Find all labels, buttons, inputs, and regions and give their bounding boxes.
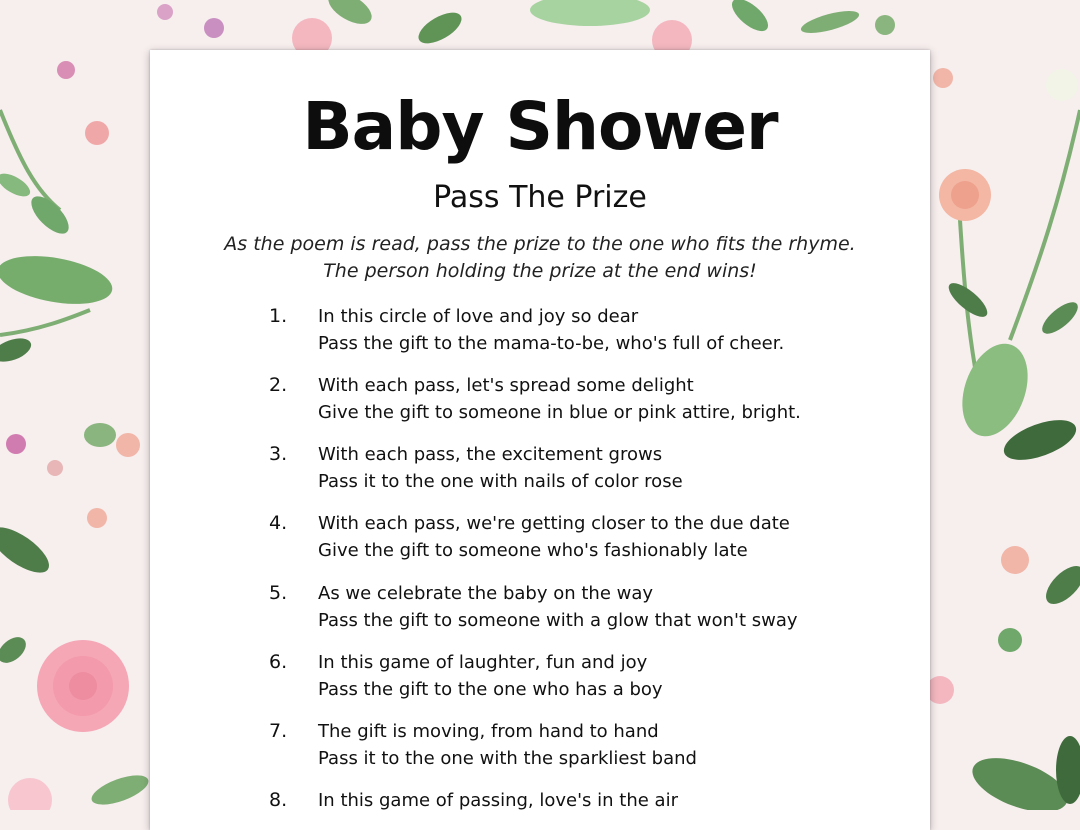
- item-number: 3.: [269, 443, 288, 465]
- item-line-2: Give the gift to someone who's fashionably late: [318, 540, 748, 561]
- item-number: 1.: [269, 305, 288, 327]
- instructions-line-1: As the poem is read, pass the prize to the one who fits the rhyme.: [224, 233, 856, 255]
- page-subtitle: Pass The Prize: [433, 180, 647, 215]
- instructions: [150, 231, 930, 285]
- item-line-1: In this game of passing, love's in the air: [318, 790, 678, 811]
- item-number: 2.: [269, 374, 288, 396]
- item-number: 8.: [269, 789, 288, 811]
- item-number: 5.: [269, 582, 288, 604]
- item-line-1: In this game of laughter, fun and joy: [318, 652, 648, 673]
- item-number: 7.: [269, 720, 288, 742]
- item-line-1: With each pass, let's spread some delight: [318, 375, 694, 396]
- item-line-2: Pass it to the one with nails of color rose: [318, 471, 683, 492]
- page-title: Baby Shower: [302, 88, 778, 165]
- item-line-1: With each pass, we're getting closer to the due date: [318, 513, 790, 534]
- item-line-2: Pass the gift to someone with a glow that won't sway: [318, 610, 798, 631]
- item-number: 4.: [269, 512, 288, 534]
- item-line-2: Give the gift to someone in blue or pink attire, bright.: [318, 402, 801, 423]
- item-line-1: In this circle of love and joy so dear: [318, 306, 639, 327]
- item-line-1: With each pass, the excitement grows: [318, 444, 663, 465]
- item-line-2: Pass the gift to the one who has a boy: [318, 679, 663, 700]
- item-number: 6.: [269, 651, 288, 673]
- item-line-2: Pass it to the one with the sparkliest band: [318, 748, 697, 769]
- item-line-1: As we celebrate the baby on the way: [318, 583, 654, 604]
- item-line-2: Pass the gift to the mama-to-be, who's full of cheer.: [318, 333, 785, 354]
- game-sheet: [150, 50, 930, 830]
- item-line-1: The gift is moving, from hand to hand: [318, 721, 659, 742]
- instructions-line-2: The person holding the prize at the end wins!: [323, 260, 757, 282]
